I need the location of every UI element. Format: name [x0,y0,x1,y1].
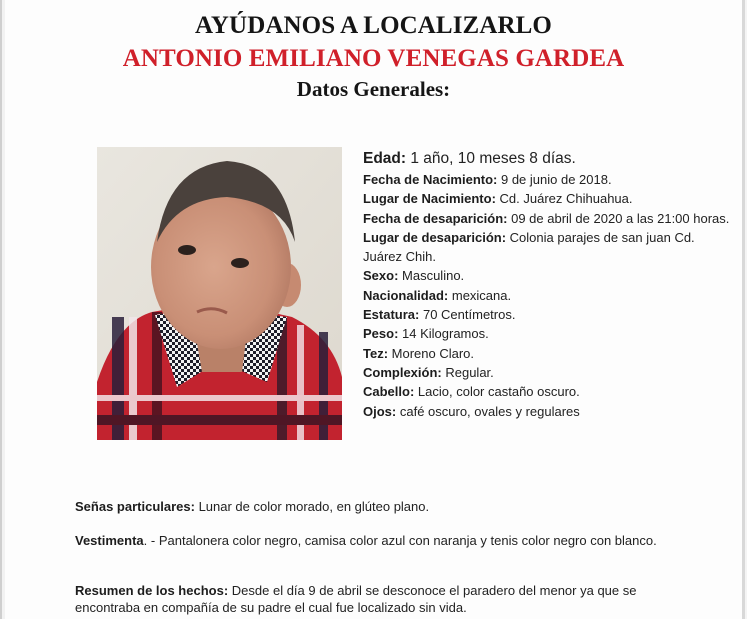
detail-birth-place: Lugar de Nacimiento: Cd. Juárez Chihuahua. [363,191,633,207]
detail-sex: Sexo: Masculino. [363,268,465,284]
facts-summary: Resumen de los hechos: Desde el día 9 de abril se desconoce el paradero del menor ya que se encontraba en compañía de su padre el cual fue localizado sin vida. [75,583,637,615]
detail-birth-date: Fecha de Nacimiento: 9 de junio de 2018. [363,172,612,187]
detail-eyes: Ojos: café oscuro, ovales y regulares [363,403,580,419]
general-data-list [363,148,735,421]
detail-age: Edad: 1 año, 10 meses 8 días. [363,150,576,167]
distinguishing-marks: Señas particulares: Lunar de color morado, en glúteo plano. [75,499,430,514]
missing-person-photo [97,147,342,440]
detail-nationality: Nacionalidad: mexicana. [363,287,512,303]
detail-complexion-tone: Tez: Moreno Claro. [363,345,475,361]
detail-disappearance-date: Fecha de desaparición: 09 de abril de 2020 a las 21:00 horas. [363,210,730,226]
poster-title: AYÚDANOS A LOCALIZARLO [195,12,552,39]
detail-height: Estatura: 70 Centímetros. [363,307,516,323]
detail-weight: Peso: 14 Kilogramos. [363,326,489,342]
section-heading: Datos Generales: [296,77,451,101]
detail-build: Complexión: Regular. [363,364,494,380]
child-portrait-image [97,147,342,440]
detail-hair: Cabello: Lacio, color castaño oscuro. [363,384,580,400]
missing-person-name: ANTONIO EMILIANO VENEGAS GARDEA [122,45,625,72]
clothing-description: Vestimenta. - Pantalonera color negro, camisa color azul con naranja y tenis color negro con blanco. [75,533,657,548]
detail-disappearance-place: Lugar de desaparición: Colonia parajes de san juan Cd. Juárez Chih. [363,229,695,265]
